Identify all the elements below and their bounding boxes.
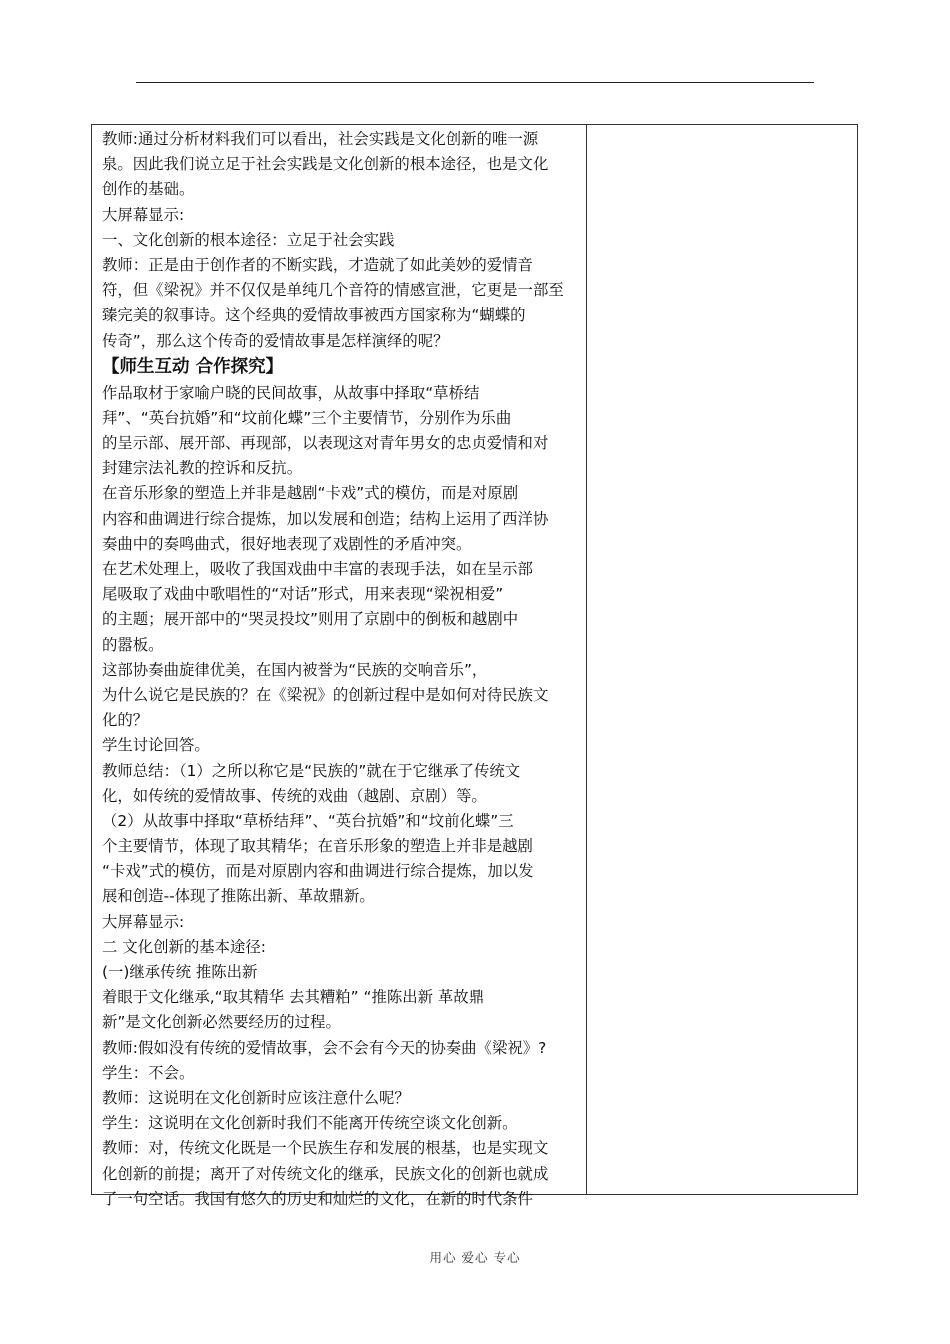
text-line: 教师：对，传统文化既是一个民族生存和发展的根基，也是实现文 <box>102 1139 549 1158</box>
text-line: 臻完美的叙事诗。这个经典的爱情故事被西方国家称为“蝴蝶的 <box>102 306 526 325</box>
text-line: 教师:通过分析材料我们可以看出，社会实践是文化创新的唯一源 <box>102 130 539 148</box>
text-line: 着眼于文化继承,“取其精华 去其糟粕” “推陈出新 革故鼎 <box>102 988 485 1007</box>
text-line: 学生：这说明在文化创新时我们不能离开传统空谈文化创新。 <box>102 1114 518 1133</box>
text-line: 的呈示部、展开部、再现部，以表现这对青年男女的忠贞爱情和对 <box>102 434 549 453</box>
text-line: 学生讨论回答。 <box>102 736 210 755</box>
text-line: 奏曲中的奏鸣曲式，很好地表现了戏剧性的矛盾冲突。 <box>102 534 472 553</box>
lesson-table <box>91 124 858 1208</box>
text-line: 内容和曲调进行综合提炼，加以发展和创造；结构上运用了西洋协 <box>102 509 549 528</box>
text-line: 化，如传统的爱情故事、传统的戏曲（越剧、京剧）等。 <box>102 786 487 805</box>
text-line: 的嚣板。 <box>102 635 164 654</box>
lesson-text <box>102 127 582 1212</box>
text-line: 传奇”，那么这个传奇的爱情故事是怎样演绎的呢？ <box>102 331 449 350</box>
text-line: 创作的基础。 <box>102 180 195 199</box>
text-line: 拜”、“英台抗婚”和“坟前化蝶”三个主要情节，分别作为乐曲 <box>102 408 512 427</box>
text-line: 封建宗法礼教的控诉和反抗。 <box>102 459 303 478</box>
text-line: 的主题；展开部中的“哭灵投坟”则用了京剧中的倒板和越剧中 <box>102 610 519 629</box>
text-line: 一、文化创新的根本途径：立足于社会实践 <box>102 230 395 249</box>
text-line: 个主要情节，体现了取其精华；在音乐形象的塑造上并非是越剧 <box>102 837 533 856</box>
text-line: 在艺术处理上，吸收了我国戏曲中丰富的表现手法，如在呈示部 <box>102 560 533 578</box>
text-line: 大屏幕显示: <box>102 205 185 224</box>
lesson-content-cell <box>92 125 587 1208</box>
text-line: “卡戏”式的模仿，而是对原剧内容和曲调进行综合提炼，加以发 <box>102 862 534 881</box>
page-footer: 用心 爱心 专心 <box>429 1250 521 1265</box>
text-line: 这部协奏曲旋律优美，在国内被誉为“民族的交响音乐”， <box>102 660 488 679</box>
text-line: 教师总结：（1）之所以称它是“民族的”就在于它继承了传统文 <box>102 761 521 780</box>
text-line: 化的？ <box>102 711 149 730</box>
text-line: 新”是文化创新必然要经历的过程。 <box>102 1013 341 1032</box>
text-line: 尾吸取了戏曲中歌唱性的“对话”形式，用来表现“梁祝相爱” <box>102 585 504 604</box>
text-line: 泉。因此我们说立足于社会实践是文化创新的根本途径，也是文化 <box>102 155 549 174</box>
text-line: 教师：正是由于创作者的不断实践，才造就了如此美妙的爱情音 <box>102 255 533 274</box>
text-line: 教师:假如没有传统的爱情故事，会不会有今天的协奏曲《梁祝》? <box>102 1038 547 1057</box>
notes-cell <box>587 125 857 1194</box>
text-line: (一)继承传统 推陈出新 <box>102 963 258 981</box>
text-line: 二 文化创新的基本途径: <box>102 937 266 956</box>
text-line: 作品取材于家喻户晓的民间故事，从故事中择取“草桥结 <box>102 383 480 402</box>
text-line: 在音乐形象的塑造上并非是越剧“卡戏”式的模仿，而是对原剧 <box>102 484 519 503</box>
text-line: 化创新的前提；离开了对传统文化的继承，民族文化的创新也就成 <box>102 1164 549 1183</box>
header-rule <box>136 82 814 83</box>
text-line: 展和创造--体现了推陈出新、革故鼎新。 <box>102 887 375 906</box>
text-line: 教师：这说明在文化创新时应该注意什么呢？ <box>102 1088 410 1107</box>
text-line: （2）从故事中择取“草桥结拜”、“英台抗婚”和“坟前化蝶”三 <box>102 811 514 830</box>
text-line: 为什么说它是民族的？在《梁祝》的创新过程中是如何对待民族文 <box>102 685 549 704</box>
text-line: 大屏幕显示: <box>102 912 185 931</box>
text-line: 符，但《梁祝》并不仅仅是单纯几个音符的情感宣泄，它更是一部至 <box>102 281 564 300</box>
text-line: 学生：不会。 <box>102 1063 195 1082</box>
text-line: 了一句空话。我国有悠久的历史和灿烂的文化，在新的时代条件 <box>102 1189 533 1208</box>
section-heading: 【师生互动 合作探究】 <box>102 356 284 377</box>
